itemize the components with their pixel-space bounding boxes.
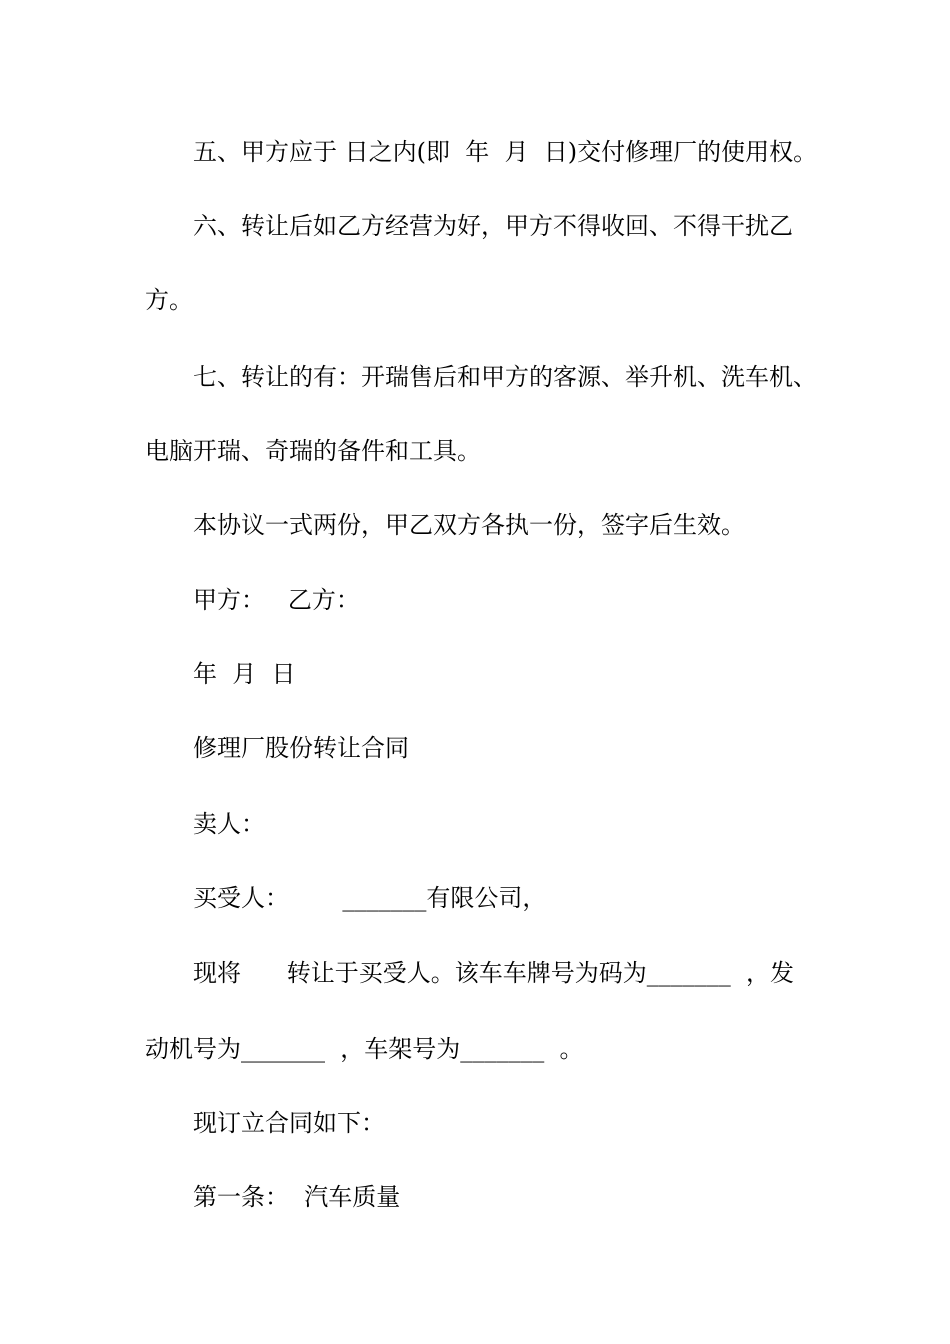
transfer-line-2: 动机号为_______ ，车架号为_______ 。 <box>145 1035 584 1063</box>
buyer-line: 买受人： _______有限公司， <box>193 884 547 912</box>
contract-intro-line: 现订立合同如下： <box>193 1109 385 1137</box>
article-1-heading: 第一条： 汽车质量 <box>193 1183 401 1211</box>
agreement-copies-line: 本协议一式两份，甲乙双方各执一份，签字后生效。 <box>193 511 745 539</box>
party-signature-line: 甲方： 乙方： <box>193 586 360 614</box>
contract-title: 修理厂股份转让合同 <box>193 734 409 762</box>
clause-7-line-2: 电脑开瑞、奇瑞的备件和工具。 <box>145 437 481 465</box>
seller-line: 卖人： <box>193 810 265 838</box>
clause-6-line-2: 方。 <box>145 286 193 314</box>
clause-7-line-1: 七、转让的有：开瑞售后和甲方的客源、举升机、洗车机、 <box>193 363 817 391</box>
clause-6-line-1: 六、转让后如乙方经营为好，甲方不得收回、不得干扰乙 <box>193 212 793 240</box>
clause-5-line: 五、甲方应于 日之内(即 年 月 日)交付修理厂的使用权。 <box>193 138 818 166</box>
date-line: 年 月 日 <box>193 660 296 688</box>
transfer-line-1: 现将 转让于买受人。该车车牌号为码为_______ ，发 <box>193 959 795 987</box>
